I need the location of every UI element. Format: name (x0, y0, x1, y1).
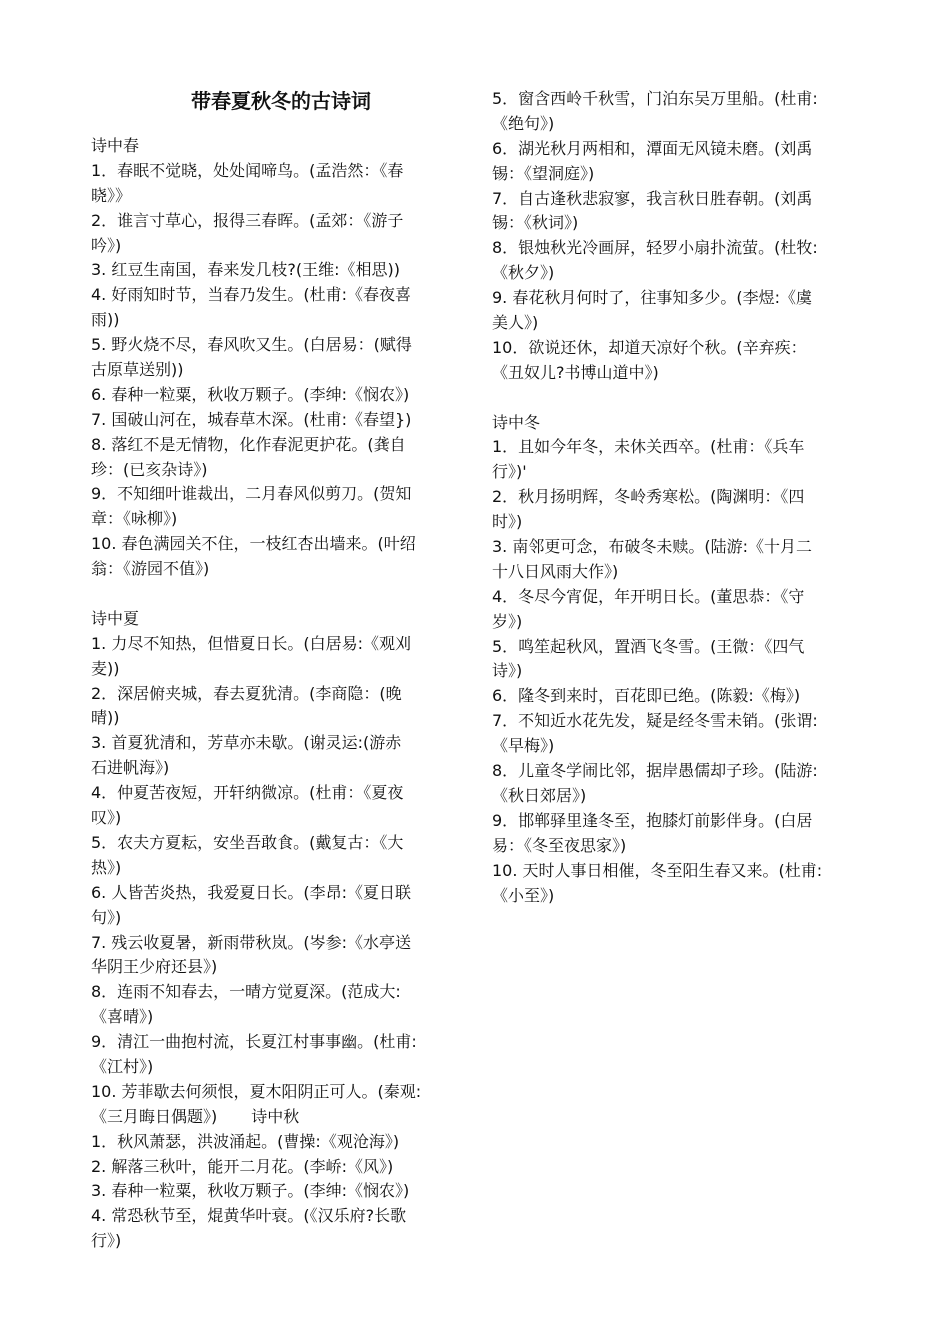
poem-line: 5．窗含西岭千秋雪，门泊东吴万里船。(杜甫: (492, 89, 818, 108)
poem-line: 美人》) (492, 313, 539, 333)
poem-line: 行》) (91, 1231, 122, 1251)
poem-line: 叹》) (91, 808, 122, 828)
section-heading-autumn: 诗中秋 (251, 1106, 300, 1126)
poem-line: 岁》) (492, 611, 523, 631)
poem-line: 《秋夕》) (492, 263, 555, 283)
poem-line: 晴)) (91, 708, 120, 728)
poem-line: 《江村》) (91, 1056, 154, 1076)
right-column (492, 87, 877, 933)
poem-line: 10. 天时人事日相催，冬至阳生春又来。(杜甫: (492, 860, 823, 880)
poem-line: 华阴王少府还县》) (91, 957, 218, 977)
poem-line: 雨)) (91, 310, 120, 330)
poem-line: 2. 解落三秋叶，能开二月花。(李峤:《风》) (91, 1156, 394, 1176)
poem-line: 翁：《游园不值》) (91, 559, 210, 579)
poem-line: 吟》) (91, 235, 122, 255)
poem-line: 5．鸣笙起秋风，置酒飞冬雪。(王微：《四气 (492, 636, 805, 656)
poem-line: 2．谁言寸草心，报得三春晖。(孟郊：《游子 (91, 210, 404, 230)
poem-line: 珍：(已亥杂诗》) (91, 459, 208, 479)
poem-line: 5. 野火烧不尽，春风吹又生。(白居易：(赋得 (91, 335, 412, 355)
poem-line: 1．且如今年冬，未休关西卒。(杜甫：《兵车 (492, 437, 805, 457)
poem-line: 章：《咏柳》) (91, 509, 178, 529)
poem-line: 3. 红豆生南国，春来发几枝?(王维:《相思)) (91, 260, 400, 280)
poem-line: 9．清江一曲抱村流，长夏江村事事幽。(杜甫: (91, 1032, 417, 1052)
poem-line: 《早梅》) (492, 736, 555, 756)
poem-line: 1．春眠不觉晓，处处闻啼鸟。(孟浩然：《春 (91, 160, 404, 180)
poem-line: 《喜晴》) (91, 1007, 154, 1027)
poem-line: 10. 春色满园关不住，一枝红杏出墙来。(叶绍 (91, 534, 416, 554)
poem-line: 8．连雨不知春去，一晴方觉夏深。(范成大: (91, 982, 401, 1002)
poem-line: 10. 芳菲歇去何须恨，夏木阳阴正可人。(秦观: (91, 1081, 422, 1101)
poem-line (91, 1105, 471, 1130)
poem-line: 5．农夫方夏耘，安坐吾敢食。(戴复古：《大 (91, 832, 404, 852)
poem-line: 热》) (91, 857, 122, 877)
poem-line: 4．冬尽今宵促，年开明日长。(董思恭：《守 (492, 586, 805, 606)
poem-line: 麦)) (91, 658, 120, 678)
poem-line: 晓》》 (91, 185, 132, 205)
poem-line: 1. 力尽不知热，但惜夏日长。(白居易:《观刈 (91, 633, 411, 653)
poem-line (492, 908, 877, 933)
poem-line: 6. 春种一粒粟，秋收万颗子。(李绅:《悯农》) (91, 384, 410, 404)
poem-line: 3. 首夏犹清和，芳草亦未歇。(谢灵运:(游赤 (91, 733, 402, 753)
poem-line: 10．欲说还休，却道天凉好个秋。(辛弃疾： (492, 337, 807, 357)
poem-line: 7．不知近水花先发，疑是经冬雪未销。(张谓: (492, 711, 818, 731)
poem-line: 《绝句》) (492, 113, 555, 133)
poem-line: 3. 春种一粒粟，秋收万颗子。(李绅:《悯农》) (91, 1181, 410, 1201)
poem-line: 《秋日郊居》) (492, 785, 587, 805)
section-heading-winter: 诗中冬 (492, 412, 541, 432)
poem-line: 7. 残云收夏暑，新雨带秋岚。(岑参:《水亭送 (91, 932, 411, 952)
poem-line: 句》) (91, 907, 122, 927)
poem-line: 《丑奴儿?书博山道中》) (492, 362, 659, 382)
poem-line: 《小至》) (492, 885, 555, 905)
poem-line: 4. 常恐秋节至，焜黄华叶衰。(《汉乐府?长歌 (91, 1206, 407, 1226)
poem-line: 古原草送别)) (91, 360, 184, 380)
document-title: 带春夏秋冬的古诗词 (191, 89, 371, 113)
poem-line-text: 《三月晦日偶题》) (91, 1106, 218, 1126)
section-heading-summer: 诗中夏 (91, 608, 140, 628)
poem-line: 7．自古逢秋悲寂寥，我言秋日胜春朝。(刘禹 (492, 188, 813, 208)
poem-line: 4．仲夏苦夜短，开轩纳微凉。(杜甫：《夏夜 (91, 783, 404, 803)
poem-line: 锡：《秋词》) (492, 213, 579, 233)
poem-line: 石进帆海》) (91, 758, 170, 778)
section-heading-spring: 诗中春 (91, 136, 140, 155)
poem-line: 十八日风雨大作》) (492, 561, 619, 581)
poem-line: 易：《冬至夜思家》) (492, 835, 627, 855)
poem-line: 3. 南邻更可念，布破冬未赎。(陆游:《十月二 (492, 537, 812, 557)
poem-line: 时》) (492, 512, 523, 532)
poem-line: 诗》) (492, 661, 523, 681)
poem-line: 1．秋风萧瑟，洪波涌起。(曹操:《观沧海》) (91, 1131, 400, 1151)
poem-line: 6．湖光秋月两相和，潭面无风镜未磨。(刘禹 (492, 138, 813, 158)
poem-line: 7. 国破山河在，城春草木深。(杜甫:《春望}) (91, 409, 412, 429)
poem-line: 2．秋月扬明辉，冬岭秀寒松。(陶渊明：《四 (492, 487, 805, 507)
poem-line: 锡：《望洞庭》) (492, 163, 595, 183)
left-column (91, 134, 471, 1254)
poem-line: 2．深居俯夹城，春去夏犹清。(李商隐：(晚 (91, 683, 402, 703)
poem-line: 4. 好雨知时节，当春乃发生。(杜甫:《春夜喜 (91, 285, 411, 305)
poem-line: 9．邯郸驿里逢冬至，抱膝灯前影伴身。(白居 (492, 810, 813, 830)
poem-line: 8. 落红不是无情物，化作春泥更护花。(龚自 (91, 434, 406, 454)
poem-line: 行》)' (492, 462, 527, 482)
poem-line: 6．隆冬到来时，百花即已绝。(陈毅:《梅》) (492, 686, 801, 706)
poem-line: 6. 人皆苦炎热，我爱夏日长。(李昂:《夏日联 (91, 882, 411, 902)
poem-line: 8．儿童冬学闹比邻，据岸愚儒却子珍。(陆游: (492, 761, 818, 781)
poem-line: 9．不知细叶谁裁出，二月春风似剪刀。(贺知 (91, 484, 412, 504)
poem-line: 8．银烛秋光冷画屏，轻罗小扇扑流萤。(杜牧: (492, 238, 818, 258)
poem-line: 9. 春花秋月何时了，往事知多少。(李煜:《虞 (492, 288, 812, 308)
